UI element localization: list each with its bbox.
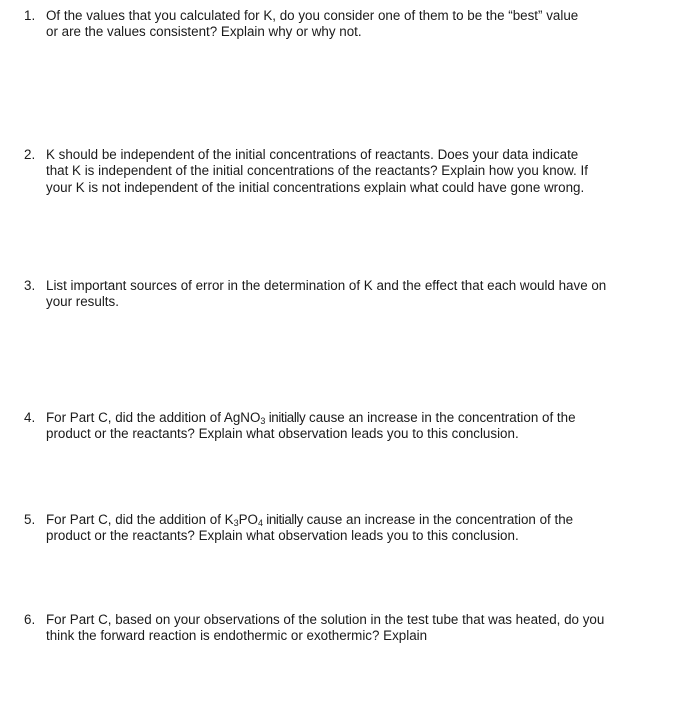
text-run: For Part C, did the addition of AgNO <box>46 410 261 425</box>
question-6 <box>24 612 654 645</box>
subscript: 3 <box>233 518 239 528</box>
question-number: 3. <box>24 278 36 293</box>
subscript: 3 <box>260 416 266 426</box>
question-line: or are the values consistent? Explain why or why not. <box>46 24 362 40</box>
question-number: 6. <box>24 612 36 627</box>
question-number: 4. <box>24 410 36 425</box>
question-line <box>46 512 654 528</box>
question-line: List important sources of error in the determination of K and the effect that each would have on <box>46 278 607 293</box>
question-text <box>46 8 654 41</box>
text-run: PO <box>238 512 258 527</box>
question-line: that K is independent of the initial concentrations of the reactants? Explain how you know. If <box>46 163 588 179</box>
question-line <box>46 410 654 426</box>
text-run: cause an increase in the concentration of the <box>305 410 576 425</box>
question-4 <box>24 410 654 443</box>
subscript: 4 <box>257 518 263 528</box>
text-run: initially <box>262 512 303 527</box>
question-line: product or the reactants? Explain what observation leads you to this conclusion. <box>46 528 519 544</box>
text-run: For Part C, did the addition of K <box>46 512 234 527</box>
question-line: your K is not independent of the initial concentrations explain what could have gone wrong. <box>46 179 585 195</box>
question-5 <box>24 512 654 545</box>
question-number: 5. <box>24 512 36 527</box>
question-text <box>46 410 654 443</box>
question-line: your results. <box>46 294 119 310</box>
question-line: product or the reactants? Explain what observation leads you to this conclusion. <box>46 426 519 442</box>
question-text <box>46 512 654 545</box>
question-3 <box>24 278 654 311</box>
text-run: cause an increase in the concentration of the <box>302 512 574 527</box>
question-line: Of the values that you calculated for K, do you consider one of them to be the “best” value <box>46 8 579 23</box>
question-number: 1. <box>24 8 36 23</box>
question-text <box>46 147 654 196</box>
text-run: initially <box>265 410 306 425</box>
question-number: 2. <box>24 147 36 162</box>
question-line: think the forward reaction is endothermic or exothermic? Explain <box>46 628 428 644</box>
question-2 <box>24 147 654 196</box>
question-text <box>46 612 654 645</box>
question-text <box>46 278 654 311</box>
question-1 <box>24 8 654 41</box>
question-line: For Part C, based on your observations of the solution in the test tube that was heated, do you <box>46 612 605 627</box>
question-line: K should be independent of the initial concentrations of reactants. Does your data indicate <box>46 147 579 162</box>
